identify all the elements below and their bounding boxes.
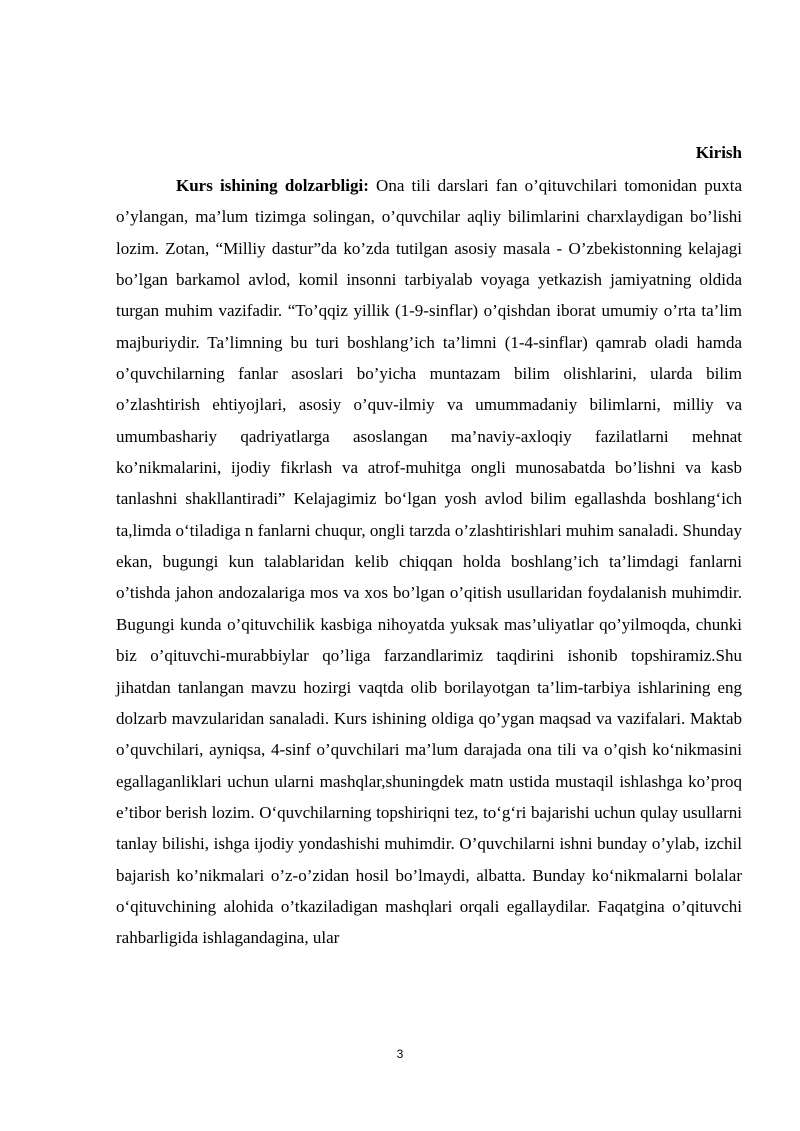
paragraph-lead: Kurs ishining dolzarbligi: — [176, 176, 369, 195]
body-paragraph — [116, 170, 742, 954]
paragraph-text: Ona tili darslari fan o’qituvchilari tomonidan puxta o’ylangan, ma’lum tizimga solingan, o’quvchilar aqliy bilimlarini charxlaydigan bo’lishi lozim. Zotan, “Milliy dastur”da ko’zda tutilgan asosiy masala - O’zbekistonning kelajagi bo’lgan barkamol avlod, komil insonni tarbiyalab voyaga yetkazish jamiyatning oldida turgan muhim vazifadir. “To’qqiz yillik (1-9-sinflar) o’qishdan iborat umumiy o’rta ta’lim majburiydir. Ta’limning bu turi boshlang’ich ta’limni (1-4-sinflar) qamrab oladi hamda o’quvchilarning fanlar asoslari bo’yicha muntazam bilim olishlarini, ularda bilim o’zlashtirish ehtiyojlari, asosiy o’quv-ilmiy va umummadaniy bilimlarni, milliy va umumbashariy qadriyatlarga asoslangan ma’naviy-axloqiy fazilatlarni mehnat ko’nikmalarini, ijodiy fikrlash va atrof-muhitga ongli munosabatda bo’lishni va kasb tanlashni shakllantiradi” Kelajagimiz bo‘lgan yosh avlod bilim egallashda boshlang‘ich ta,limda o‘tiladiga n fanlarni chuqur, ongli tarzda o’zlashtirishlari muhim sanaladi. Shunday ekan, bugungi kun talablaridan kelib chiqqan holda boshlang’ich ta’limdagi fanlarni o’tishda jahon andozalariga mos va xos bo’lgan o’qitish usullaridan foydalanish muhimdir. Bugungi kunda o’qituvchilik kasbiga nihoyatda yuksak mas’uliyatlar qo’yilmoqda, chunki biz o’qituvchi-murabbiylar qo’liga farzandlarimiz taqdirini ishonib topshiramiz.Shu jihatdan tanlangan mavzu hozirgi vaqtda olib borilayotgan ta’lim-tarbiya ishlarining eng dolzarb mavzularidan sanaladi. Kurs ishining oldiga qo’ygan maqsad va vazifalari. Maktab o’quvchilari, ayniqsa, 4-sinf o’quvchilari ma’lum darajada ona tili va o’qish ko‘nikmasini egallaganliklari uchun ularni mashqlar,shuningdek matn ustida mustaqil ishlashga ko’proq e’tibor berish lozim. O‘quvchilarning topshiriqni tez, to‘g‘ri bajarishi uchun qulay usullarni tanlay bilishi, ishga ijodiy yondashishi muhimdir. O’quvchilarni ishni bunday o’ylab, izchil bajarish ko’nikmalari o’z-o’zidan hosil bo’lmaydi, albatta. Bunday ko‘nikmalarni bolalar o‘qituvchining alohida o’tkaziladigan mashqlari orqali egallaydilar. Faqatgina o’qituvchi rahbarligida ishlagandagina, ular — [116, 176, 742, 948]
section-heading: Kirish — [695, 143, 742, 162]
page-number: 3 — [396, 1047, 404, 1061]
